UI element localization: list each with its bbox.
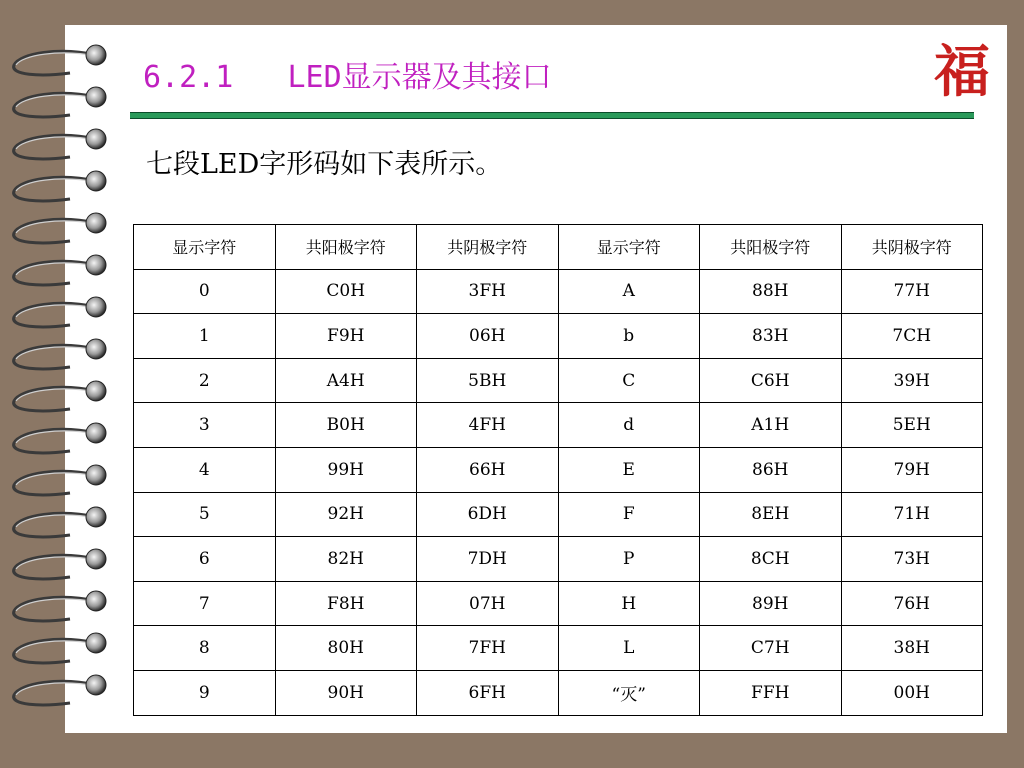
table-row	[134, 358, 983, 403]
cell-display-char-2: d	[558, 403, 700, 448]
cell-common-cathode-2: 38H	[841, 626, 983, 671]
cell-display-char-1: 7	[134, 581, 276, 626]
table-row	[134, 447, 983, 492]
table-row	[134, 626, 983, 671]
cell-common-cathode-1: 6FH	[417, 670, 559, 715]
cell-display-char-2: C	[558, 358, 700, 403]
cell-common-anode-1: 82H	[275, 537, 417, 582]
cell-common-anode-1: 90H	[275, 670, 417, 715]
cell-common-cathode-1: 07H	[417, 581, 559, 626]
cell-common-anode-2: C6H	[700, 358, 842, 403]
cell-common-cathode-2: 39H	[841, 358, 983, 403]
cell-common-cathode-1: 66H	[417, 447, 559, 492]
table-row	[134, 314, 983, 359]
cell-common-anode-2: 89H	[700, 581, 842, 626]
title-divider	[130, 112, 974, 119]
table-row	[134, 581, 983, 626]
cell-common-anode-1: 80H	[275, 626, 417, 671]
cell-display-char-1: 4	[134, 447, 276, 492]
table-row	[134, 537, 983, 582]
cell-common-anode-1: B0H	[275, 403, 417, 448]
cell-display-char-1: 3	[134, 403, 276, 448]
cell-display-char-1: 1	[134, 314, 276, 359]
cell-common-anode-1: F9H	[275, 314, 417, 359]
header-common-anode-1: 共阳极字符	[275, 225, 417, 270]
cell-common-anode-1: C0H	[275, 269, 417, 314]
header-common-anode-2: 共阳极字符	[700, 225, 842, 270]
cell-common-cathode-1: 5BH	[417, 358, 559, 403]
fu-character-logo: 福	[934, 39, 990, 105]
cell-common-anode-1: 99H	[275, 447, 417, 492]
cell-common-cathode-2: 76H	[841, 581, 983, 626]
cell-common-anode-2: 8CH	[700, 537, 842, 582]
cell-display-char-1: 0	[134, 269, 276, 314]
cell-display-char-2: H	[558, 581, 700, 626]
cell-display-char-2: F	[558, 492, 700, 537]
cell-display-char-1: 6	[134, 537, 276, 582]
table-row	[134, 269, 983, 314]
cell-common-cathode-1: 06H	[417, 314, 559, 359]
cell-common-cathode-1: 7DH	[417, 537, 559, 582]
cell-display-char-1: 5	[134, 492, 276, 537]
table-row	[134, 492, 983, 537]
segment-code-table	[133, 224, 983, 716]
header-common-cathode-2: 共阴极字符	[841, 225, 983, 270]
cell-common-anode-2: 86H	[700, 447, 842, 492]
cell-common-cathode-1: 3FH	[417, 269, 559, 314]
cell-display-char-2: “灭”	[558, 670, 700, 715]
cell-common-anode-2: 8EH	[700, 492, 842, 537]
cell-common-cathode-1: 7FH	[417, 626, 559, 671]
cell-display-char-1: 9	[134, 670, 276, 715]
cell-display-char-2: E	[558, 447, 700, 492]
header-display-char-1: 显示字符	[134, 225, 276, 270]
cell-display-char-1: 2	[134, 358, 276, 403]
cell-common-anode-1: 92H	[275, 492, 417, 537]
cell-display-char-2: P	[558, 537, 700, 582]
cell-common-cathode-1: 4FH	[417, 403, 559, 448]
cell-common-cathode-2: 79H	[841, 447, 983, 492]
cell-common-cathode-2: 77H	[841, 269, 983, 314]
cell-common-anode-2: 88H	[700, 269, 842, 314]
header-common-cathode-1: 共阴极字符	[417, 225, 559, 270]
cell-display-char-2: L	[558, 626, 700, 671]
cell-display-char-2: b	[558, 314, 700, 359]
table-body	[134, 269, 983, 715]
cell-common-cathode-2: 71H	[841, 492, 983, 537]
cell-display-char-2: A	[558, 269, 700, 314]
cell-common-anode-2: 83H	[700, 314, 842, 359]
cell-common-anode-1: F8H	[275, 581, 417, 626]
header-display-char-2: 显示字符	[558, 225, 700, 270]
cell-common-anode-2: C7H	[700, 626, 842, 671]
table-header-row	[134, 225, 983, 270]
table-row	[134, 670, 983, 715]
cell-common-cathode-1: 6DH	[417, 492, 559, 537]
cell-common-cathode-2: 73H	[841, 537, 983, 582]
slide-subtitle: 七段LED字形码如下表所示。	[146, 149, 503, 180]
cell-common-cathode-2: 7CH	[841, 314, 983, 359]
slide-title: 6.2.1 LED显示器及其接口	[143, 60, 552, 95]
cell-common-anode-2: A1H	[700, 403, 842, 448]
cell-common-cathode-2: 00H	[841, 670, 983, 715]
cell-common-cathode-2: 5EH	[841, 403, 983, 448]
spiral-binding-icon	[0, 0, 130, 768]
cell-display-char-1: 8	[134, 626, 276, 671]
table-row	[134, 403, 983, 448]
cell-common-anode-1: A4H	[275, 358, 417, 403]
cell-common-anode-2: FFH	[700, 670, 842, 715]
